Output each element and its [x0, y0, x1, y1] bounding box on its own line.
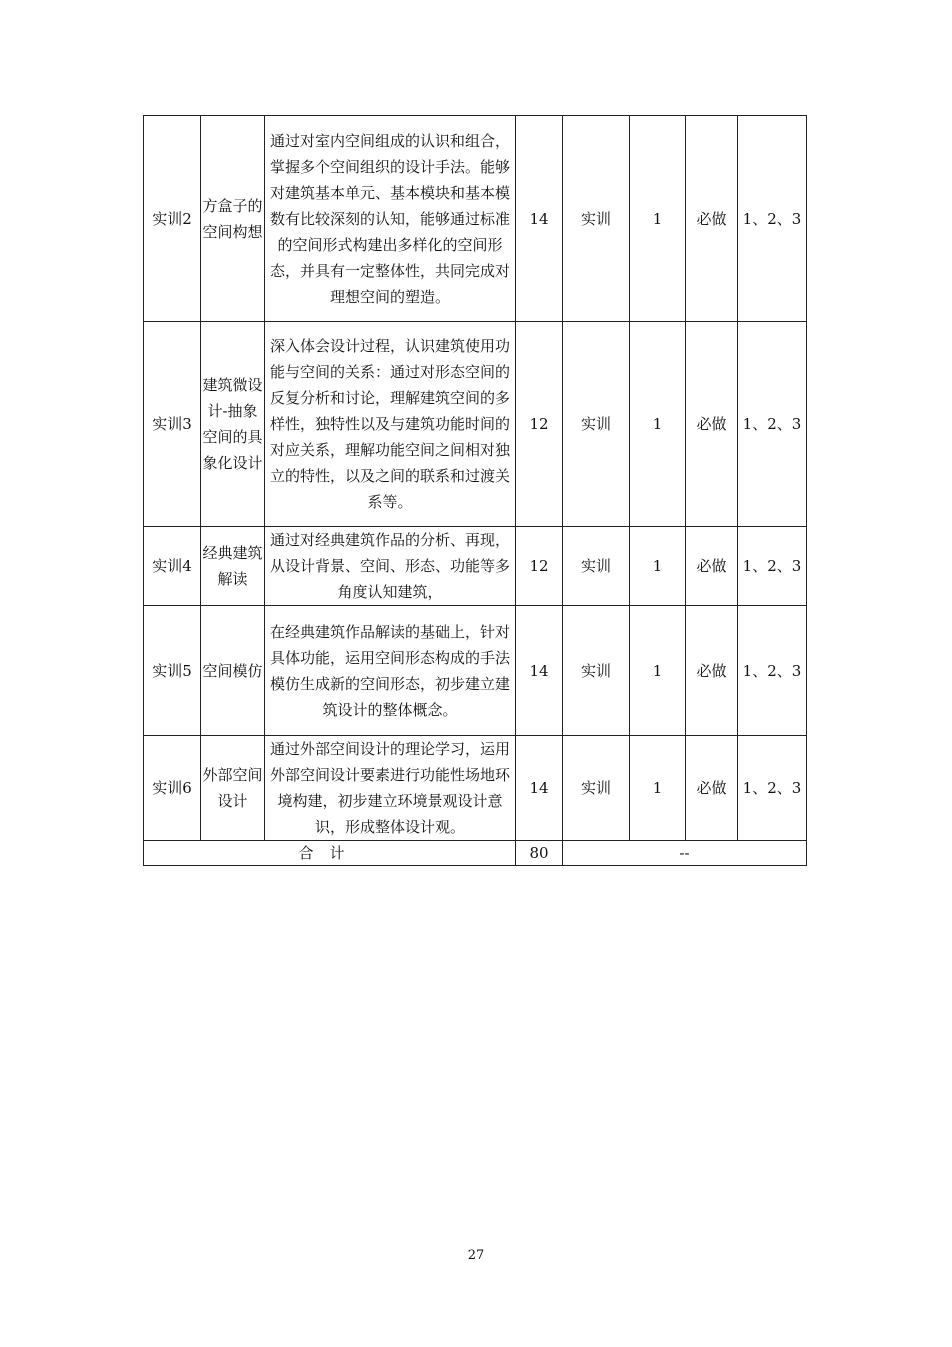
- total-label-cell: [144, 841, 516, 866]
- project-code: 实训2: [144, 116, 201, 322]
- table-row: [144, 116, 807, 322]
- group-size: 1: [630, 606, 686, 736]
- supported-targets: 1、2、3: [738, 527, 807, 606]
- total-row: [144, 841, 807, 866]
- group-size: 1: [630, 736, 686, 841]
- project-hours: 14: [516, 116, 563, 322]
- project-content: 通过外部空间设计的理论学习，运用外部空间设计要素进行功能性场地环境构建，初步建立环境景观设计意识，形成整体设计观。: [265, 736, 516, 841]
- project-type: 实训: [563, 322, 630, 527]
- project-content: 在经典建筑作品解读的基础上，针对具体功能，运用空间形态构成的手法模仿生成新的空间形态，初步建立建筑设计的整体概念。: [265, 606, 516, 736]
- supported-targets: 1、2、3: [738, 116, 807, 322]
- total-hours: 80: [516, 841, 563, 866]
- project-type: 实训: [563, 736, 630, 841]
- group-size: 1: [630, 527, 686, 606]
- supported-targets: 1、2、3: [738, 606, 807, 736]
- project-hours: 14: [516, 606, 563, 736]
- project-content: 通过对室内空间组成的认识和组合，掌握多个空间组织的设计手法。能够对建筑基本单元、基本模块和基本模数有比较深刻的认知，能够通过标准的空间形式构建出多样化的空间形态，并具有一定整体性，共同完成对理想空间的塑造。: [265, 116, 516, 322]
- project-name: 经典建筑解读: [201, 527, 265, 606]
- project-code: 实训3: [144, 322, 201, 527]
- project-name: 外部空间设计: [201, 736, 265, 841]
- project-hours: 12: [516, 322, 563, 527]
- project-code: 实训5: [144, 606, 201, 736]
- project-type: 实训: [563, 116, 630, 322]
- project-type: 实训: [563, 606, 630, 736]
- project-type: 实训: [563, 527, 630, 606]
- supported-targets: 1、2、3: [738, 736, 807, 841]
- table-row: [144, 606, 807, 736]
- project-code: 实训6: [144, 736, 201, 841]
- group-size: 1: [630, 322, 686, 527]
- project-hours: 14: [516, 736, 563, 841]
- requirement: 必做: [686, 606, 738, 736]
- project-hours: 12: [516, 527, 563, 606]
- table-row: [144, 736, 807, 841]
- project-name: 建筑微设计-抽象空间的具象化设计: [201, 322, 265, 527]
- project-name: 空间模仿: [201, 606, 265, 736]
- requirement: 必做: [686, 116, 738, 322]
- page-number: 27: [467, 1248, 485, 1263]
- total-label: 合计: [298, 843, 361, 862]
- group-size: 1: [630, 116, 686, 322]
- project-code: 实训4: [144, 527, 201, 606]
- supported-targets: 1、2、3: [738, 322, 807, 527]
- requirement: 必做: [686, 527, 738, 606]
- total-rest: --: [563, 841, 807, 866]
- table-row: [144, 527, 807, 606]
- project-content: 深入体会设计过程，认识建筑使用功能与空间的关系：通过对形态空间的反复分析和讨论，理解建筑空间的多样性，独特性以及与建筑功能时间的对应关系，理解功能空间之间相对独立的特性，以及之间的联系和过渡关系等。: [265, 322, 516, 527]
- table-row: [144, 322, 807, 527]
- project-name: 方盒子的空间构想: [201, 116, 265, 322]
- requirement: 必做: [686, 322, 738, 527]
- training-table: [143, 115, 807, 866]
- requirement: 必做: [686, 736, 738, 841]
- project-content: 通过对经典建筑作品的分析、再现，从设计背景、空间、形态、功能等多角度认知建筑，: [265, 527, 516, 606]
